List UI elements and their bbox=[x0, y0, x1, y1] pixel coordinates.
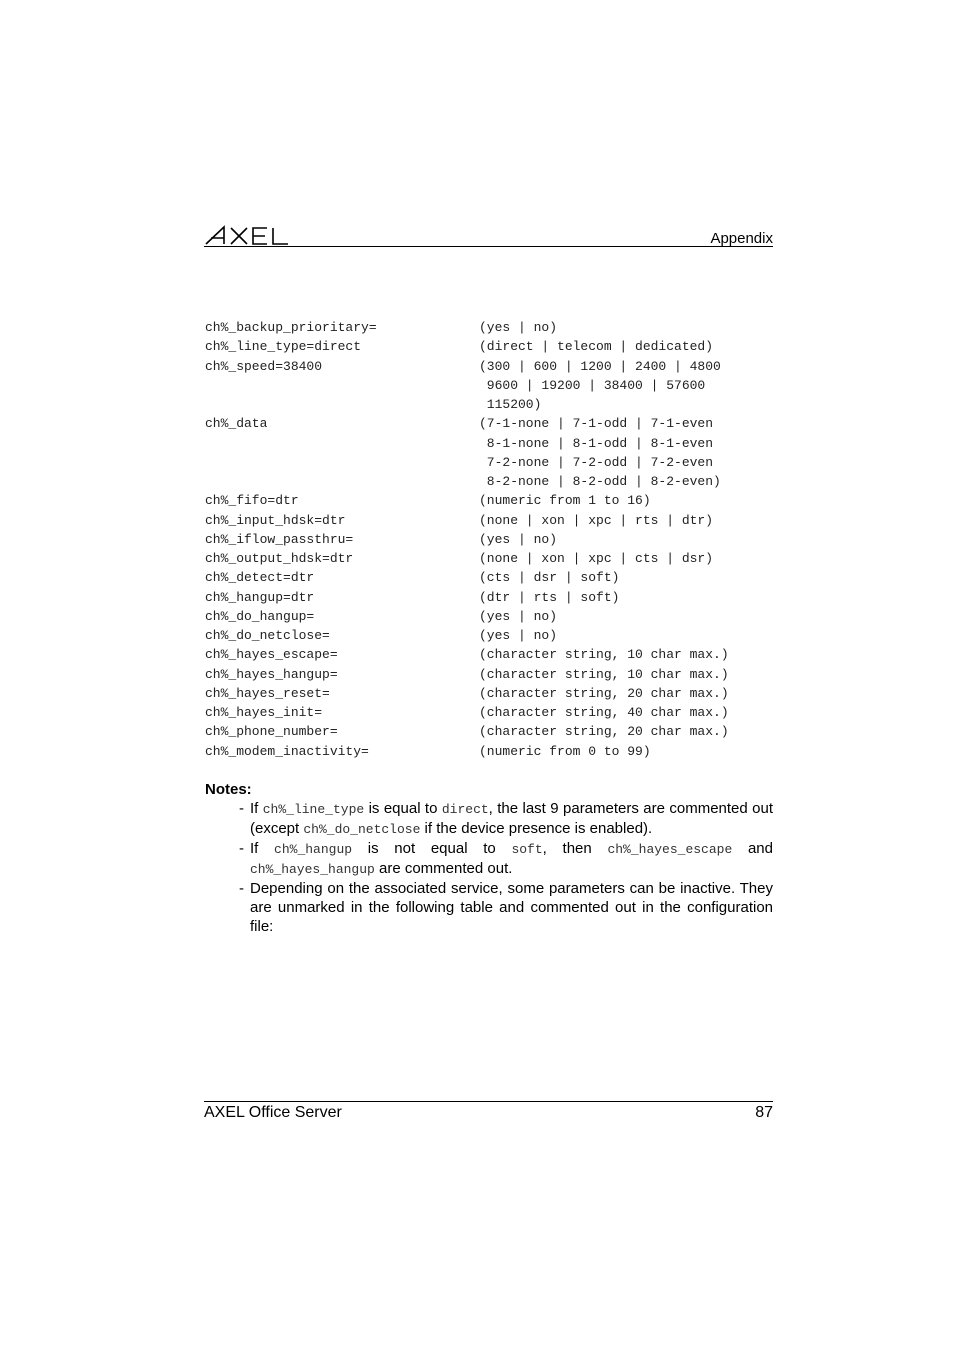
note-bullet: - bbox=[239, 880, 244, 897]
param-name: ch%_hangup=dtr bbox=[205, 589, 315, 605]
param-values bbox=[479, 703, 729, 722]
param-values bbox=[479, 491, 651, 510]
note-bullet: - bbox=[239, 840, 244, 857]
parameter-list bbox=[205, 318, 773, 761]
notes-title: Notes: bbox=[205, 781, 252, 798]
note-code: direct bbox=[441, 802, 489, 817]
param-values bbox=[479, 318, 557, 337]
param-value-line: (yes | no) bbox=[479, 628, 558, 643]
param-name: ch%_speed=38400 bbox=[205, 358, 323, 374]
section-title: Appendix bbox=[710, 230, 773, 247]
note-text bbox=[250, 839, 773, 879]
note-span: are commented out. bbox=[374, 860, 513, 877]
param-values bbox=[479, 665, 729, 684]
param-name: ch%_fifo=dtr bbox=[205, 493, 299, 509]
param-row bbox=[205, 742, 773, 761]
param-name: ch%_input_hdsk=dtr bbox=[205, 512, 346, 528]
axel-logo-icon bbox=[204, 225, 290, 245]
param-value-line: (none | xon | xpc | cts | dsr) bbox=[479, 551, 714, 566]
param-values bbox=[479, 357, 721, 415]
param-row bbox=[205, 511, 773, 530]
note-code: ch%_hayes_escape bbox=[607, 842, 733, 857]
page-footer bbox=[204, 1101, 773, 1121]
param-row bbox=[205, 568, 773, 587]
note-code: ch%_do_netclose bbox=[303, 822, 421, 837]
note-span: is equal to bbox=[364, 800, 442, 817]
page-header bbox=[204, 222, 773, 247]
note-span: and bbox=[732, 840, 773, 857]
note-item bbox=[239, 879, 773, 936]
param-name: ch%_phone_number= bbox=[205, 724, 338, 740]
note-text bbox=[250, 879, 773, 936]
param-row bbox=[205, 549, 773, 568]
param-value-line: (dtr | rts | soft) bbox=[479, 589, 620, 605]
param-name: ch%_hayes_init= bbox=[205, 705, 323, 720]
notes-list bbox=[205, 799, 773, 936]
page-number: 87 bbox=[755, 1104, 773, 1121]
note-span: If bbox=[250, 800, 263, 817]
param-row bbox=[205, 530, 773, 549]
param-name: ch%_hayes_escape= bbox=[205, 647, 338, 663]
param-name: ch%_iflow_passthru= bbox=[205, 531, 354, 547]
param-name: ch%_hayes_hangup= bbox=[205, 666, 338, 682]
param-row bbox=[205, 626, 773, 645]
note-span: , then bbox=[542, 840, 608, 857]
param-value-line: (numeric from 1 to 16) bbox=[479, 493, 651, 509]
param-name: ch%_output_hdsk=dtr bbox=[205, 551, 354, 566]
param-value-line: (none | xon | xpc | rts | dtr) bbox=[479, 512, 714, 528]
param-value-line: (character string, 20 char max.) bbox=[479, 724, 729, 740]
param-value-line: (yes | no) bbox=[479, 608, 558, 624]
param-row bbox=[205, 684, 773, 703]
note-text bbox=[250, 799, 773, 839]
param-value-line: (yes | no) bbox=[479, 531, 558, 547]
param-values bbox=[479, 414, 721, 491]
note-code: ch%_line_type bbox=[262, 802, 365, 817]
param-value-line: (character string, 10 char max.) bbox=[479, 666, 729, 682]
note-item bbox=[239, 839, 773, 879]
param-values bbox=[479, 645, 729, 664]
param-name: ch%_modem_inactivity= bbox=[205, 743, 369, 759]
note-span: is not equal to bbox=[352, 840, 512, 857]
param-value-line: 7-2-none | 7-2-odd | 7-2-even bbox=[479, 454, 714, 470]
note-item bbox=[239, 799, 773, 839]
param-value-line: (7-1-none | 7-1-odd | 7-1-even bbox=[479, 416, 714, 432]
param-name: ch%_detect=dtr bbox=[205, 570, 315, 586]
param-value-line: (300 | 600 | 1200 | 2400 | 4800 bbox=[479, 358, 721, 374]
note-code: ch%_hayes_hangup bbox=[250, 862, 375, 877]
param-values bbox=[479, 742, 651, 761]
param-row bbox=[205, 665, 773, 684]
param-name: ch%_data bbox=[205, 416, 268, 432]
note-code: ch%_hangup bbox=[274, 842, 353, 857]
param-row bbox=[205, 703, 773, 722]
param-values bbox=[479, 588, 619, 607]
param-value-line: 8-1-none | 8-1-odd | 8-1-even bbox=[479, 435, 714, 451]
param-name: ch%_line_type=direct bbox=[205, 339, 362, 355]
param-values bbox=[479, 337, 713, 356]
param-row bbox=[205, 337, 773, 356]
param-value-line: (character string, 20 char max.) bbox=[479, 685, 729, 701]
param-values bbox=[479, 626, 557, 645]
param-values bbox=[479, 549, 713, 568]
notes-section bbox=[205, 780, 773, 936]
note-span: Depending on the associated service, some parameters can be inactive. They are unmarked in the following table and commented out in the configuration file: bbox=[250, 880, 773, 935]
note-span: if the device presence is enabled). bbox=[420, 820, 653, 837]
note-code: soft bbox=[511, 842, 543, 857]
param-row bbox=[205, 588, 773, 607]
param-value-line: 9600 | 19200 | 38400 | 57600 bbox=[479, 377, 706, 393]
param-row bbox=[205, 645, 773, 664]
param-name: ch%_backup_prioritary= bbox=[205, 320, 377, 335]
param-row bbox=[205, 722, 773, 741]
param-values bbox=[479, 684, 729, 703]
note-bullet: - bbox=[239, 800, 244, 817]
param-values bbox=[479, 530, 557, 549]
param-value-line: (cts | dsr | soft) bbox=[479, 570, 620, 586]
param-name: ch%_hayes_reset= bbox=[205, 685, 330, 701]
param-row bbox=[205, 318, 773, 337]
footer-product: AXEL Office Server bbox=[204, 1104, 342, 1121]
param-values bbox=[479, 511, 713, 530]
param-value-line: (numeric from 0 to 99) bbox=[479, 743, 651, 759]
param-values bbox=[479, 568, 619, 587]
param-value-line: 8-2-none | 8-2-odd | 8-2-even) bbox=[479, 474, 721, 489]
param-row bbox=[205, 491, 773, 510]
param-value-line: (yes | no) bbox=[479, 320, 558, 335]
param-values bbox=[479, 722, 729, 741]
param-row bbox=[205, 607, 773, 626]
note-span: , the last 9 parameters are commented out (except bbox=[250, 800, 773, 837]
param-value-line: (character string, 40 char max.) bbox=[479, 705, 729, 720]
param-row bbox=[205, 414, 773, 491]
param-value-line: (character string, 10 char max.) bbox=[479, 647, 729, 663]
param-value-line: 115200) bbox=[479, 397, 542, 412]
param-row bbox=[205, 357, 773, 415]
param-values bbox=[479, 607, 557, 626]
note-span: If bbox=[250, 840, 275, 857]
param-name: ch%_do_netclose= bbox=[205, 628, 330, 643]
param-name: ch%_do_hangup= bbox=[205, 608, 315, 624]
param-value-line: (direct | telecom | dedicated) bbox=[479, 339, 714, 355]
